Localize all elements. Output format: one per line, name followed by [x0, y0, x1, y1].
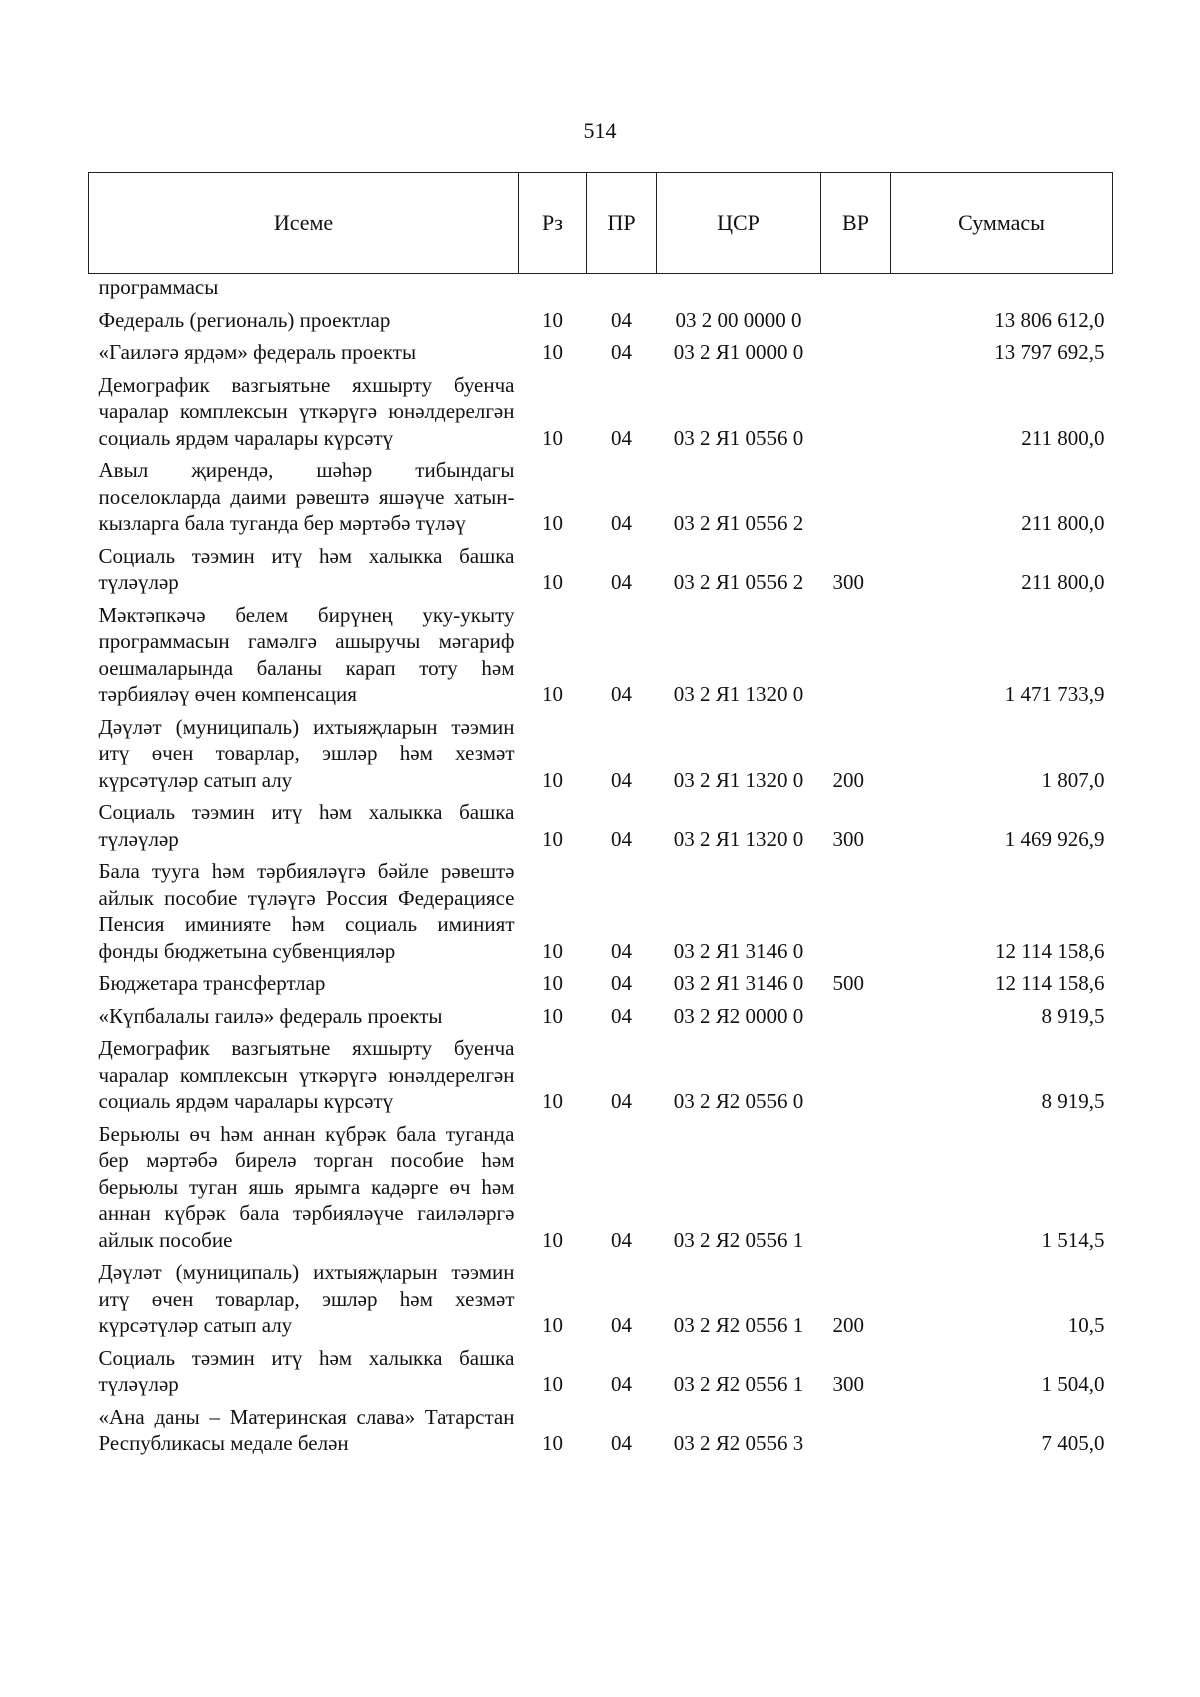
- cell-vr: [821, 1117, 891, 1256]
- cell-name: «Ана даны – Материнская слава» Татарстан Республикасы медале белән: [98, 1404, 515, 1455]
- cell-sum: 211 800,0: [1021, 425, 1105, 450]
- cell-name: программасы: [98, 275, 219, 299]
- cell-sum: 12 114 158,6: [995, 971, 1105, 995]
- cell-name: Социаль тәэмин итү һәм халыкка башка түләүләр: [98, 543, 515, 594]
- table-row: [89, 854, 1113, 966]
- table-row: [89, 795, 1113, 854]
- cell-vr: 200: [832, 1313, 864, 1337]
- header-sum: Суммасы: [891, 173, 1113, 274]
- cell-csr: 03 2 Я2 0556 1: [673, 1227, 804, 1252]
- cell-rz: 10: [542, 1313, 563, 1337]
- cell-name: Федераль (региональ) проектлар: [98, 307, 391, 332]
- cell-vr: 500: [832, 971, 864, 995]
- cell-sum: 13 797 692,5: [994, 340, 1105, 364]
- cell-rz: 10: [542, 826, 563, 851]
- cell-pr: 04: [611, 971, 632, 995]
- table-row: [89, 274, 1113, 303]
- table-header: [89, 173, 1113, 274]
- cell-pr: 04: [611, 1313, 632, 1337]
- cell-vr: 300: [832, 570, 864, 594]
- header-vr: ВР: [821, 173, 891, 274]
- table-row: [89, 1031, 1113, 1117]
- cell-sum: 10,5: [1067, 1313, 1105, 1337]
- cell-name: Демографик вазгыятьне яхшырту буенча чаралар комплексын үткәрүгә юнәлдерелгән социаль ярдәм чаралары күрсәтү: [98, 1036, 515, 1113]
- table-row: [89, 1400, 1113, 1459]
- cell-vr: [821, 999, 891, 1032]
- cell-rz: 10: [542, 307, 563, 332]
- cell-vr: [821, 335, 891, 368]
- cell-pr: 04: [611, 767, 632, 792]
- cell-rz: 10: [542, 511, 563, 535]
- table-row: [89, 539, 1113, 598]
- cell-csr: 03 2 Я1 0000 0: [673, 340, 804, 364]
- table-row: [89, 710, 1113, 796]
- table-row: [89, 966, 1113, 999]
- cell-pr: 04: [611, 307, 632, 332]
- cell-sum: 211 800,0: [1021, 570, 1105, 594]
- cell-pr: 04: [611, 1372, 632, 1396]
- cell-pr: 04: [611, 682, 632, 706]
- cell-rz: 10: [542, 938, 563, 963]
- cell-pr: 04: [611, 1227, 632, 1252]
- cell-pr: 04: [611, 511, 632, 535]
- table-row: [89, 453, 1113, 539]
- cell-vr: [821, 368, 891, 454]
- cell-vr: 300: [832, 826, 864, 851]
- cell-csr: 03 2 Я1 1320 0: [673, 682, 804, 706]
- cell-sum: [891, 274, 1113, 303]
- cell-pr: 04: [611, 570, 632, 594]
- cell-name: Дәүләт (муниципаль) ихтыяҗларын тәэмин итү өчен товарлар, эшләр һәм хезмәт күрсәтүләр сатып алу: [98, 1260, 515, 1337]
- budget-table: [88, 172, 1113, 1459]
- table-row: [89, 598, 1113, 710]
- cell-csr: 03 2 Я2 0556 1: [673, 1372, 804, 1396]
- cell-name: «Күпбалалы гаилә» федераль проекты: [98, 1003, 443, 1028]
- cell-vr: [821, 274, 891, 303]
- cell-csr: 03 2 Я2 0556 3: [673, 1431, 804, 1455]
- header-rz: Рз: [519, 173, 587, 274]
- cell-rz: 10: [542, 340, 563, 364]
- table-body: [89, 274, 1113, 1459]
- header-name: Исеме: [89, 173, 519, 274]
- page-number: 514: [583, 118, 617, 143]
- cell-name: Авыл җирендә, шәһәр тибындагы поселокларда даими рәвештә яшәүче хатын-кызларга бала туганда бер мәртәбә түләү: [98, 458, 515, 535]
- cell-rz: 10: [542, 570, 563, 594]
- cell-name: Дәүләт (муниципаль) ихтыяҗларын тәэмин итү өчен товарлар, эшләр һәм хезмәт күрсәтүләр сатып алу: [98, 714, 515, 792]
- cell-csr: [657, 274, 821, 303]
- header-pr: ПР: [587, 173, 657, 274]
- cell-name: Бала тууга һәм тәрбияләүгә бәйле рәвештә айлык пособие түләүгә Россия Федерациясе Пенсия иминияте һәм социаль иминият фонды бюджетына субвенцияләр: [98, 859, 515, 963]
- table-row: [89, 999, 1113, 1032]
- table-row: [89, 1117, 1113, 1256]
- cell-csr: 03 2 Я1 3146 0: [673, 938, 804, 963]
- cell-vr: [821, 1400, 891, 1459]
- cell-rz: 10: [542, 425, 563, 450]
- cell-csr: 03 2 Я1 1320 0: [673, 767, 804, 792]
- cell-vr: [821, 598, 891, 710]
- cell-rz: 10: [542, 1089, 563, 1113]
- cell-rz: 10: [542, 971, 563, 995]
- cell-rz: 10: [542, 1372, 563, 1396]
- cell-csr: 03 2 Я1 0556 2: [673, 511, 804, 535]
- cell-name: Демографик вазгыятьне яхшырту буенча чаралар комплексын үткәрүгә юнәлдерелгән социаль ярдәм чаралары күрсәтү: [98, 372, 515, 450]
- cell-sum: 1 514,5: [1041, 1227, 1105, 1252]
- cell-vr: [821, 1031, 891, 1117]
- cell-csr: 03 2 00 0000 0: [675, 307, 802, 332]
- cell-pr: 04: [611, 425, 632, 450]
- cell-vr: 300: [832, 1372, 864, 1396]
- cell-rz: 10: [542, 767, 563, 792]
- table-row: [89, 1255, 1113, 1341]
- cell-sum: 13 806 612,0: [994, 307, 1105, 332]
- cell-vr: [821, 303, 891, 336]
- cell-pr: 04: [611, 1431, 632, 1455]
- cell-sum: 1 504,0: [1041, 1372, 1105, 1396]
- cell-name: Социаль тәэмин итү һәм халыкка башка түләүләр: [98, 1345, 515, 1396]
- cell-pr: [587, 274, 657, 303]
- cell-pr: 04: [611, 938, 632, 963]
- cell-csr: 03 2 Я1 1320 0: [673, 826, 804, 851]
- cell-pr: 04: [611, 1089, 632, 1113]
- cell-csr: 03 2 Я1 0556 0: [673, 425, 804, 450]
- cell-sum: 7 405,0: [1041, 1431, 1105, 1455]
- cell-sum: 12 114 158,6: [995, 938, 1105, 963]
- cell-csr: 03 2 Я1 0556 2: [673, 570, 804, 594]
- cell-sum: 1 469 926,9: [1004, 826, 1105, 851]
- cell-pr: 04: [611, 826, 632, 851]
- cell-vr: 200: [832, 767, 864, 792]
- cell-name: Мәктәпкәчә белем бирүнең уку-укыту программасын гамәлгә ашыручы мәгариф оешмаларында баланы карап тоту һәм тәрбияләү өчен компенсация: [98, 602, 515, 706]
- table-row: [89, 368, 1113, 454]
- cell-rz: 10: [542, 1003, 563, 1028]
- cell-pr: 04: [611, 340, 632, 364]
- cell-name: «Гаиләгә ярдәм» федераль проекты: [98, 340, 417, 364]
- cell-rz: 10: [542, 1227, 563, 1252]
- cell-rz: 10: [542, 1431, 563, 1455]
- header-csr: ЦСР: [657, 173, 821, 274]
- cell-rz: 10: [542, 682, 563, 706]
- cell-sum: 8 919,5: [1041, 1089, 1105, 1113]
- cell-pr: 04: [611, 1003, 632, 1028]
- cell-csr: 03 2 Я1 3146 0: [673, 971, 804, 995]
- cell-rz: [519, 274, 587, 303]
- cell-name: Берьюлы өч һәм аннан күбрәк бала туганда бер мәртәбә бирелә торган пособие һәм берьюлы туган яшь ярымга кадәрге өч һәм аннан күбрәк бала тәрбияләүче гаиләләргә айлык пособие: [98, 1121, 515, 1252]
- table-row: [89, 1341, 1113, 1400]
- cell-csr: 03 2 Я2 0556 1: [673, 1313, 804, 1337]
- cell-sum: 8 919,5: [1041, 1003, 1105, 1028]
- table-row: [89, 335, 1113, 368]
- cell-sum: 1 471 733,9: [1004, 682, 1105, 706]
- cell-vr: [821, 854, 891, 966]
- cell-name: Бюджетара трансфертлар: [98, 971, 326, 995]
- cell-vr: [821, 453, 891, 539]
- cell-csr: 03 2 Я2 0556 0: [673, 1089, 804, 1113]
- cell-csr: 03 2 Я2 0000 0: [673, 1003, 804, 1028]
- table-row: [89, 303, 1113, 336]
- cell-name: Социаль тәэмин итү һәм халыкка башка түләүләр: [98, 800, 515, 851]
- cell-sum: 1 807,0: [1041, 767, 1105, 792]
- cell-sum: 211 800,0: [1021, 511, 1105, 535]
